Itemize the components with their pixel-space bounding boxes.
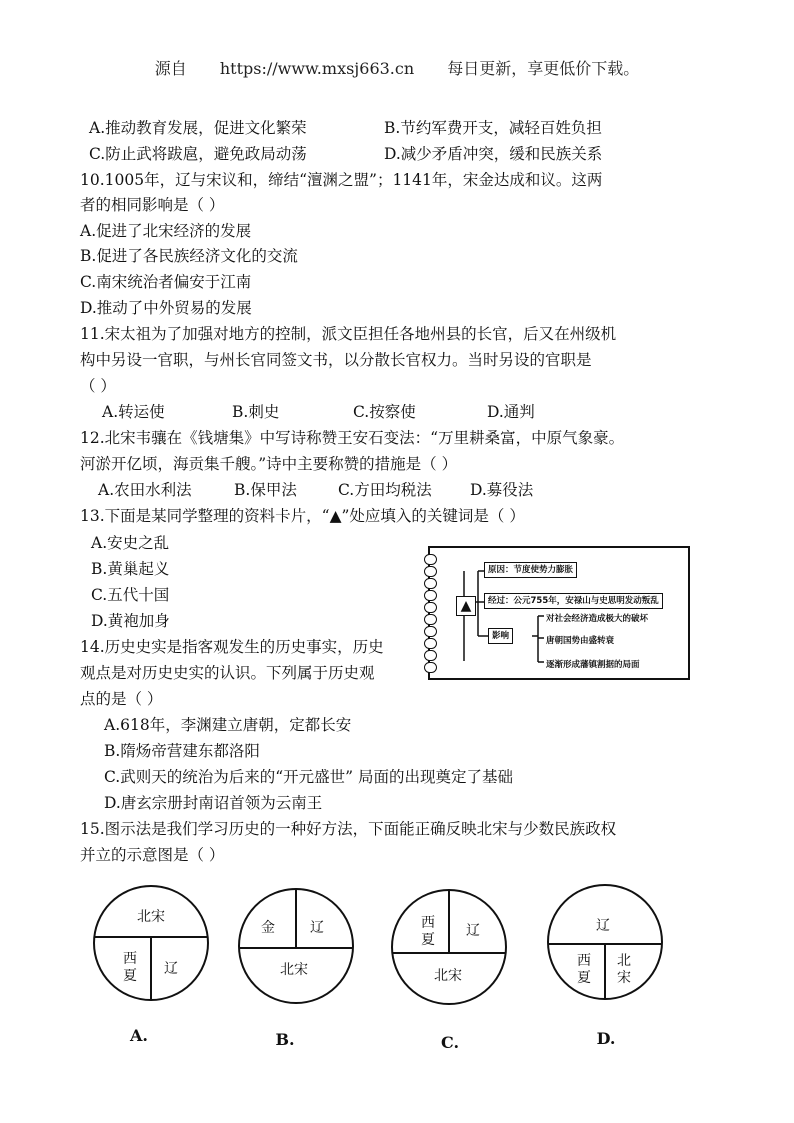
q11-option-b: B.刺史 — [232, 403, 280, 421]
diagram-c-bottom: 北宋 — [434, 968, 462, 984]
q9-option-c: C.防止武将跋扈，避免政局动荡 — [89, 145, 307, 163]
q15-diagrams — [0, 880, 794, 1100]
q10-option-d: D.推动了中外贸易的发展 — [80, 299, 252, 317]
q11-stem-line2: 构中另设一官职，与州长官同签文书，以分散长官权力。当时另设的官职是 — [80, 351, 592, 369]
q12-option-c: C.方田均税法 — [338, 481, 432, 499]
page-header — [0, 56, 794, 79]
q14-option-a: A.618年，李渊建立唐朝，定都长安 — [104, 716, 352, 734]
q9-option-a: A.推动教育发展，促进文化繁荣 — [89, 119, 307, 137]
q12-option-a: A.农田水利法 — [98, 481, 192, 499]
q12-option-d: D.募役法 — [470, 481, 534, 499]
diagram-c-left: 西夏 — [421, 915, 435, 948]
q11-option-d: D.通判 — [487, 403, 535, 421]
q12-stem-line1: 12.北宋韦骧在《钱塘集》中写诗称赞王安石变法：“万里耕桑富，中原气象豪。 — [80, 429, 625, 447]
q11-option-c: C.按察使 — [353, 403, 416, 421]
q12-option-b: B.保甲法 — [234, 481, 297, 499]
diagram-d-letter: D. — [596, 1029, 616, 1048]
diagram-c-letter: C. — [440, 1033, 460, 1052]
q11-stem-line1: 11.宋太祖为了加强对地方的控制，派文臣担任各地州县的长官，后又在州级机 — [80, 325, 617, 343]
q14-stem-line2: 观点是对历史史实的认识。下列属于历史观 — [80, 664, 375, 682]
diagram-d-left: 西夏 — [577, 953, 591, 986]
diagram-a-left: 西夏 — [123, 951, 137, 984]
q10-option-a: A.促进了北宋经济的发展 — [80, 222, 252, 240]
q14-option-b: B.隋炀帝营建东都洛阳 — [104, 742, 260, 760]
diagram-d-top: 辽 — [596, 918, 610, 934]
q13-option-b: B.黄巢起义 — [91, 560, 170, 578]
diagram-a-letter: A. — [130, 1026, 148, 1045]
q10-option-c: C.南宋统治者偏安于江南 — [80, 273, 252, 291]
q13-option-a: A.安史之乱 — [91, 534, 170, 552]
diagram-d — [548, 885, 662, 1048]
q13-stem-line1: 13.下面是某同学整理的资料卡片，“▲”处应填入的关键词是（ ） — [80, 507, 525, 525]
header-note: 每日更新，享更低价下载。 — [447, 59, 640, 78]
q13-option-d: D.黄袍加身 — [91, 612, 170, 630]
diagram-a-right: 辽 — [164, 961, 178, 977]
q11-option-a: A.转运使 — [102, 403, 165, 421]
q10-stem-line2: 者的相同影响是（ ） — [80, 196, 225, 214]
diagram-a — [94, 886, 208, 1045]
q10-option-b: B.促进了各民族经济文化的交流 — [80, 247, 298, 265]
card-impact-label: 影响 — [488, 628, 513, 644]
q14-stem-line1: 14.历史史实是指客观发生的历史事实，历史 — [80, 638, 384, 656]
q14-option-d: D.唐玄宗册封南诏首领为云南王 — [104, 794, 323, 812]
diagram-d-right: 北宋 — [617, 953, 631, 986]
q11-stem-line3: （ ） — [80, 377, 116, 395]
card-impact-1: 对社会经济造成极大的破坏 — [546, 614, 649, 624]
diagram-b — [239, 889, 353, 1049]
diagram-b-letter: B. — [275, 1030, 295, 1049]
card-impact-2: 唐朝国势由盛转衰 — [546, 636, 615, 646]
diagram-b-right: 辽 — [310, 920, 324, 936]
header-source: 源自 — [154, 59, 187, 78]
diagram-c — [392, 890, 506, 1052]
diagram-b-left: 金 — [261, 920, 275, 936]
q15-stem-line2: 并立的示意图是（ ） — [80, 846, 225, 864]
header-url[interactable]: https://www.mxsj663.cn — [219, 59, 415, 78]
diagram-b-bottom: 北宋 — [280, 962, 308, 978]
info-card — [428, 546, 690, 680]
q15-stem-line1: 15.图示法是我们学习历史的一种好方法，下面能正确反映北宋与少数民族政权 — [80, 820, 617, 838]
q12-stem-line2: 河淤开亿顷，海贡集千艘。”诗中主要称赞的措施是（ ） — [80, 455, 458, 473]
q14-option-c: C.武则天的统治为后来的“开元盛世” 局面的出现奠定了基础 — [104, 768, 514, 786]
q10-stem-line1: 10.1005年，辽与宋议和，缔结“澶渊之盟”；1141年，宋金达成和议。这两 — [80, 171, 603, 189]
card-cause: 原因：节度使势力膨胀 — [484, 562, 577, 578]
q14-stem-line3: 点的是（ ） — [80, 690, 163, 708]
card-impact-3: 逐渐形成藩镇割据的局面 — [546, 660, 640, 670]
q13-option-c: C.五代十国 — [91, 586, 170, 604]
card-keyword-marker: ▲ — [456, 596, 476, 616]
q9-option-b: B.节约军费开支，减轻百姓负担 — [384, 119, 602, 137]
diagram-c-right: 辽 — [466, 923, 480, 939]
card-process: 经过：公元755年，安禄山与史思明发动叛乱 — [484, 593, 663, 609]
diagram-a-top: 北宋 — [137, 909, 165, 925]
q9-option-d: D.减少矛盾冲突，缓和民族关系 — [384, 145, 603, 163]
